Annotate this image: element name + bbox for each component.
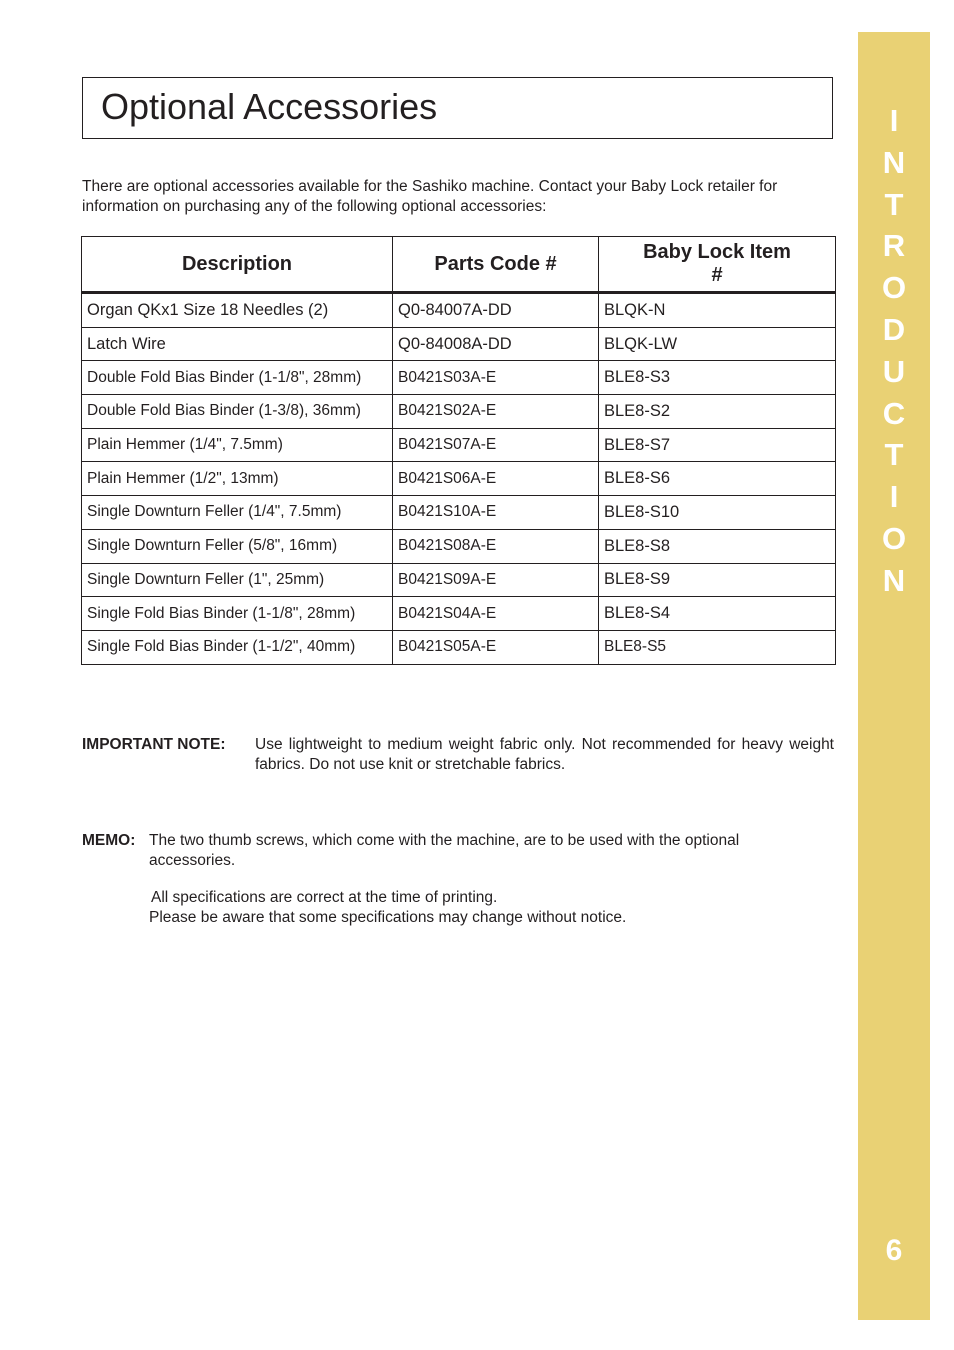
table-row [82,395,836,429]
page-number: 6 [885,1234,903,1267]
table-row [82,428,836,462]
parts-code-cell: B0421S04A-E [393,597,599,631]
description-cell: Double Fold Bias Binder (1-3/8), 36mm) [82,395,393,429]
memo-text: The two thumb screws, which come with the machine, are to be used with the optional accessories. [149,832,740,869]
description-cell: Single Downturn Feller (1/4", 7.5mm) [82,496,393,530]
item-number-cell: BLE8-S9 [599,563,836,597]
section-letter: U [882,353,906,389]
parts-code-cell: B0421S03A-E [393,361,599,395]
description-cell: Plain Hemmer (1/2", 13mm) [82,462,393,496]
description-cell: Organ QKx1 Size 18 Needles (2) [82,293,393,328]
section-letter: T [884,186,904,222]
important-note [82,735,834,774]
specs-line: Please be aware that some specifications may change without notice. [149,909,627,926]
parts-code-cell: B0421S08A-E [393,529,599,563]
section-letter: O [881,520,907,556]
parts-code-cell: B0421S02A-E [393,395,599,429]
parts-code-cell: B0421S06A-E [393,462,599,496]
section-title-vertical [858,100,930,602]
item-number-cell: BLE8-S6 [599,462,836,496]
description-cell: Single Fold Bias Binder (1-1/8", 28mm) [82,597,393,631]
memo-label: MEMO: [82,832,136,849]
parts-code-cell: Q0-84008A-DD [393,327,599,361]
description-cell: Double Fold Bias Binder (1-1/8", 28mm) [82,361,393,395]
section-letter: N [882,562,906,598]
item-number-cell: BLE8-S10 [599,496,836,530]
section-letter: I [889,479,899,515]
section-letter: O [881,270,907,306]
description-cell: Single Downturn Feller (1", 25mm) [82,563,393,597]
parts-code-cell: B0421S10A-E [393,496,599,530]
table-row [82,327,836,361]
table-row [82,630,836,664]
accessories-table [81,236,836,665]
description-cell: Single Downturn Feller (5/8", 16mm) [82,529,393,563]
section-letter: D [882,311,906,347]
specs-line: All specifications are correct at the time of printing. [151,889,498,906]
title-box [82,77,833,139]
specifications-notice [149,888,839,928]
parts-code-cell: B0421S09A-E [393,563,599,597]
item-number-cell: BLE8-S3 [599,361,836,395]
important-note-text: Use lightweight to medium weight fabric only. Not recommended for heavy weight fabrics. Do not use knit or stretchable fabrics. [255,736,834,773]
section-letter: R [882,228,906,264]
table-row [82,496,836,530]
table-row [82,361,836,395]
table-row [82,462,836,496]
section-letter: I [889,103,899,138]
column-header-item-number-text: Baby Lock Item # [643,241,791,286]
table-row [82,293,836,328]
item-number-cell: BLE8-S2 [599,395,836,429]
parts-code-cell: B0421S07A-E [393,428,599,462]
table-row [82,529,836,563]
item-number-cell: BLE8-S5 [599,630,836,664]
intro-paragraph: There are optional accessories available for the Sashiko machine. Contact your Baby Lock retailer for information on purchasing any of the following optional accessories: [82,178,778,215]
section-letter: N [882,144,906,180]
item-number-cell: BLQK-N [599,293,836,328]
table-header-row [82,237,836,293]
parts-code-cell: B0421S05A-E [393,630,599,664]
description-cell: Single Fold Bias Binder (1-1/2", 40mm) [82,630,393,664]
item-number-cell: BLE8-S7 [599,428,836,462]
section-letter: C [882,395,906,431]
section-side-tab [858,32,930,1320]
page-title: Optional Accessories [101,86,438,127]
item-number-cell: BLE8-S4 [599,597,836,631]
description-cell: Plain Hemmer (1/4", 7.5mm) [82,428,393,462]
column-header-parts-code: Parts Code # [393,237,599,293]
important-note-label: IMPORTANT NOTE: [82,736,226,753]
table-row [82,597,836,631]
parts-code-cell: Q0-84007A-DD [393,293,599,328]
table-row [82,563,836,597]
description-cell: Latch Wire [82,327,393,361]
column-header-item-number [599,237,836,293]
memo [82,831,834,870]
item-number-cell: BLE8-S8 [599,529,836,563]
item-number-cell: BLQK-LW [599,327,836,361]
section-letter: T [884,437,904,473]
column-header-description: Description [82,237,393,293]
